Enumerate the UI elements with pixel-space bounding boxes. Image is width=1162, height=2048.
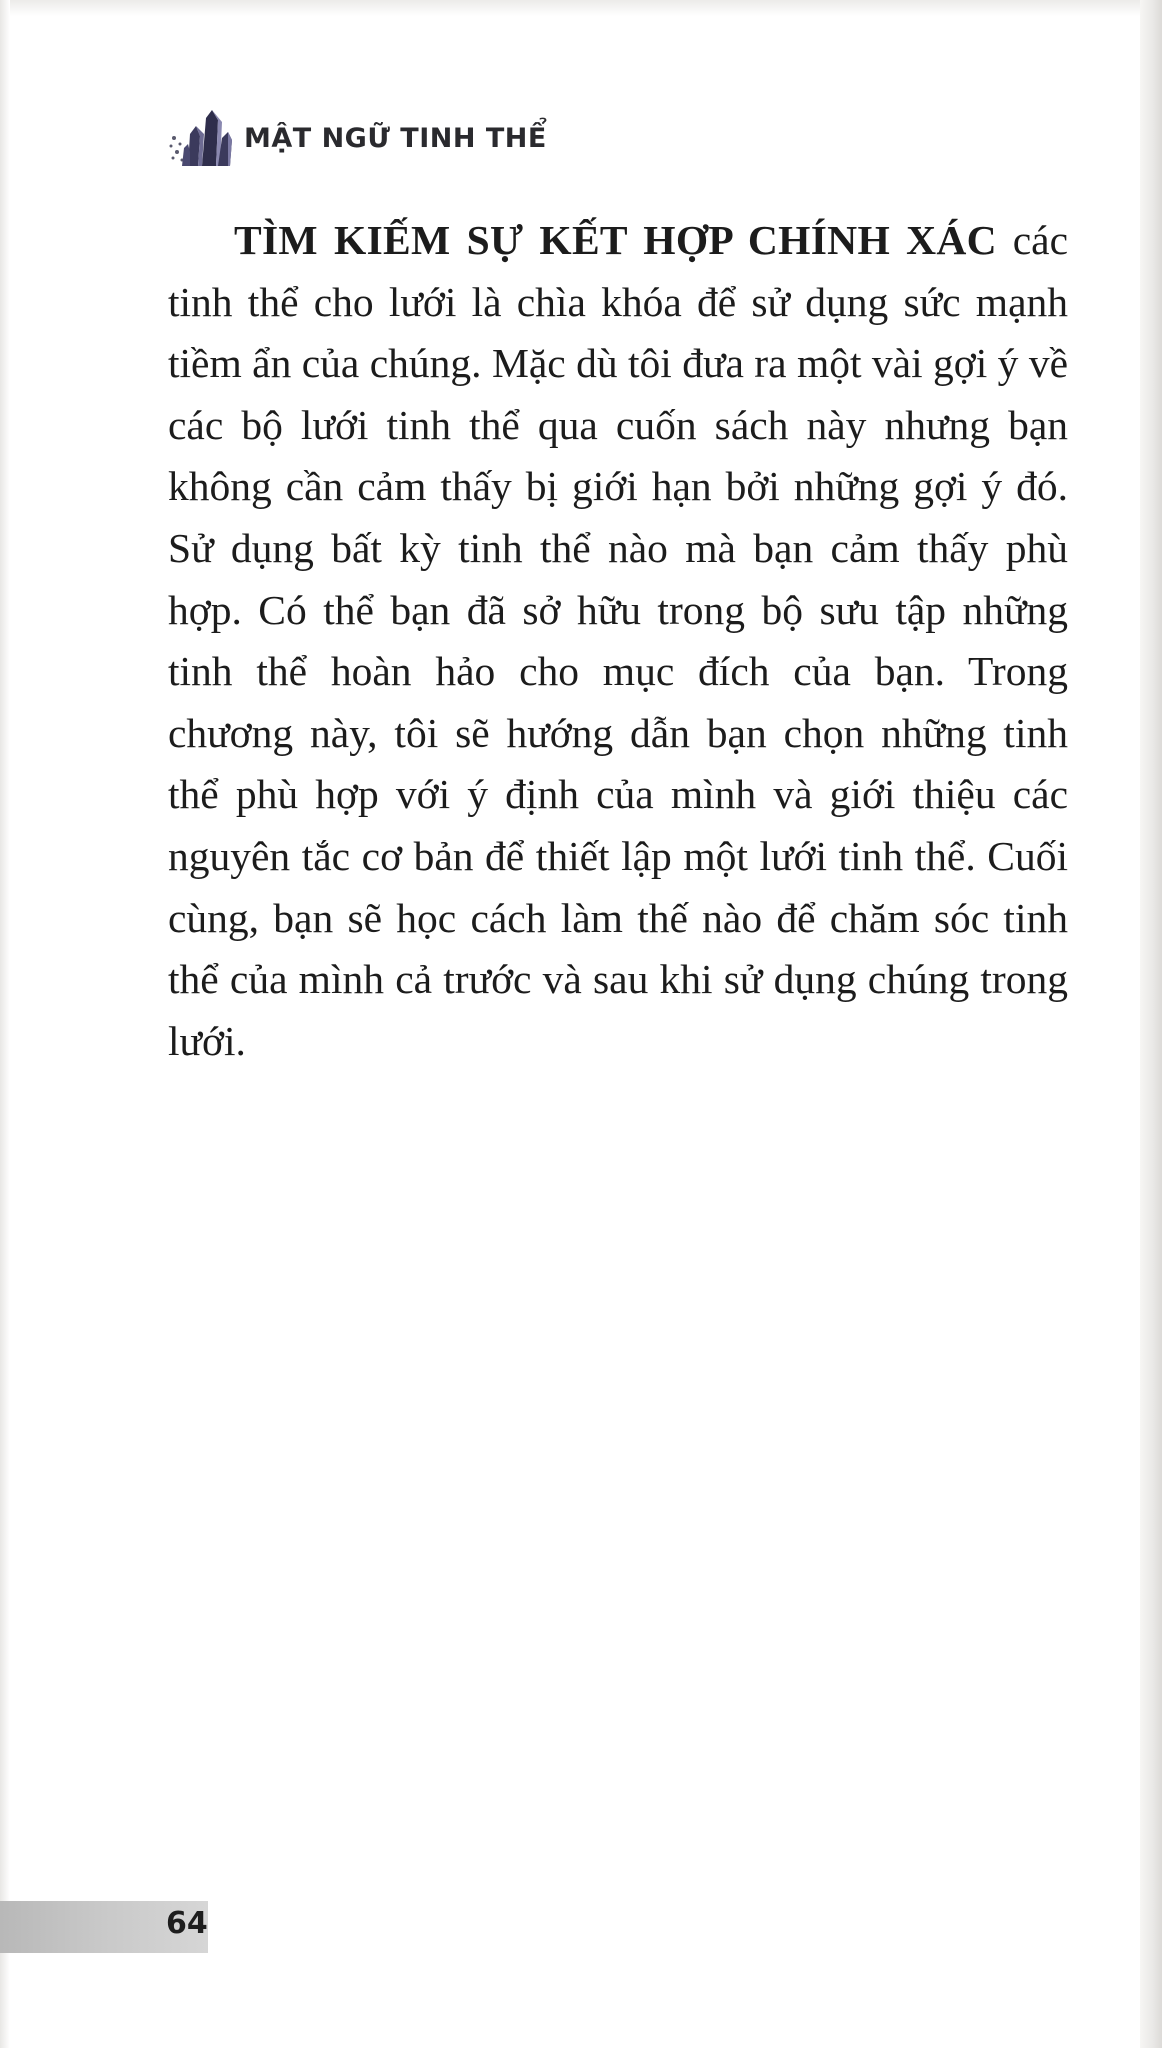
page-left-shadow	[0, 0, 10, 2048]
body-paragraph	[168, 210, 1068, 1072]
running-title: MẬT NGỮ TINH THỂ	[244, 122, 547, 154]
paragraph-lead-in: TÌM KIẾM SỰ KẾT HỢP CHÍNH XÁC	[234, 217, 997, 263]
page-number: 64	[166, 1906, 208, 1941]
paragraph-text: các tinh thể cho lưới là chìa khóa để sử dụng sức mạnh tiềm ẩn của chúng. Mặc dù tôi đưa ra một vài gợi ý về các bộ lưới tinh thể qua cuốn sách này nhưng bạn không cần cảm thấy bị giới hạn bởi những gợi ý đó. Sử dụng bất kỳ tinh thể nào mà bạn cảm thấy phù hợp. Có thể bạn đã sở hữu trong bộ sưu tập những tinh thể hoàn hảo cho mục đích của bạn. Trong chương này, tôi sẽ hướng dẫn bạn chọn những tinh thể phù hợp với ý định của mình và giới thiệu các nguyên tắc cơ bản để thiết lập một lưới tinh thể. Cuối cùng, bạn sẽ học cách làm thế nào để chăm sóc tinh thể của mình cả trước và sau khi sử dụng chúng trong lưới.	[168, 217, 1068, 1064]
running-header	[168, 108, 547, 168]
page-right-edge	[1140, 0, 1162, 2048]
page-top-shadow	[0, 0, 1162, 16]
crystal-cluster-icon	[168, 108, 234, 168]
